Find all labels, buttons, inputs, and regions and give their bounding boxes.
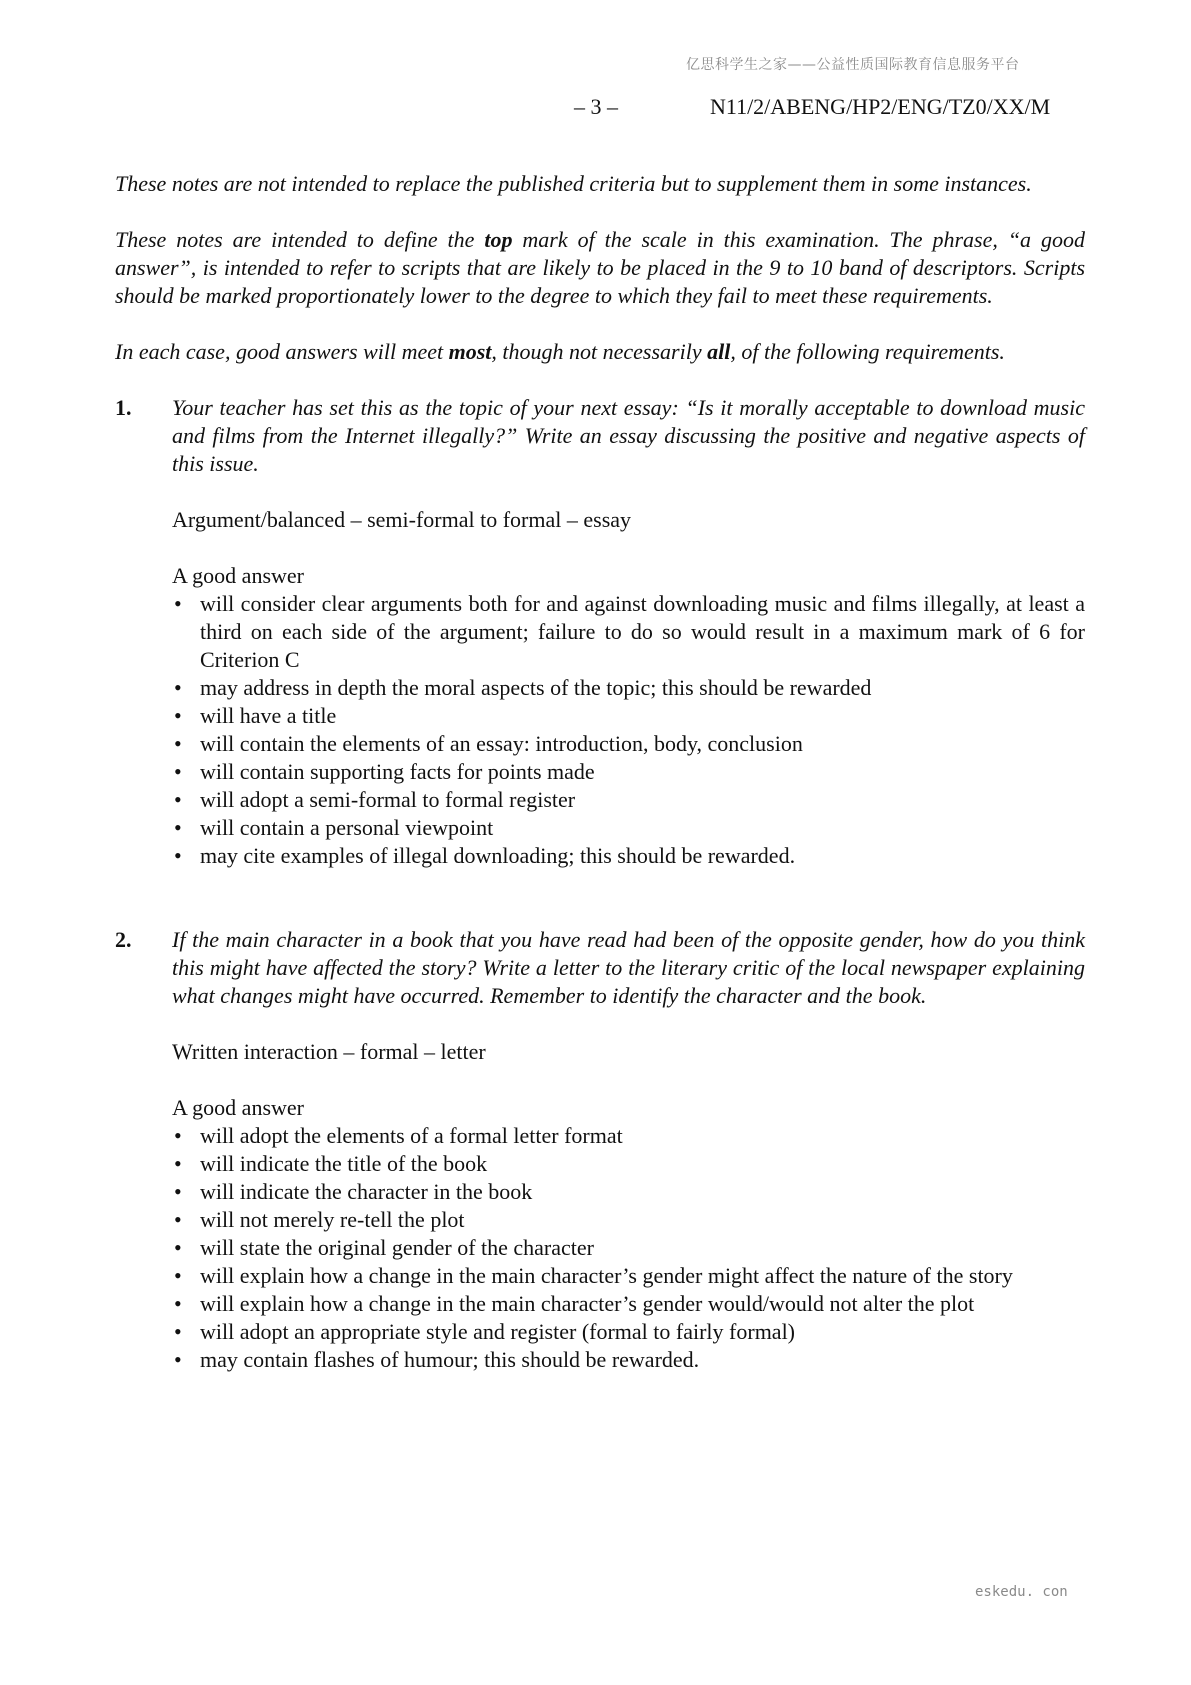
question-2 [115,926,1085,1374]
note-text: , of the following requirements. [730,339,1005,364]
watermark-bottom-text: eskedu. con [975,1584,1068,1600]
watermark-top-text: 亿思科学生之家——公益性质国际教育信息服务平台 [686,57,1020,73]
criterion-item: • will have a title [172,702,1085,730]
page-number: – 3 – [574,94,618,119]
note-emphasis: all [707,339,731,364]
note-top-mark [115,226,1085,310]
note-supplement: These notes are not intended to replace the published criteria but to supplement them in some instances. [115,171,1032,196]
criteria-list [172,590,1085,870]
question-prompt: If the main character in a book that you have read had been of the opposite gender, how do you think this might have affected the story? Write a letter to the literary critic of the local newspaper explaining what changes might have occurred. Remember to identify the character and the book. [172,927,1085,1008]
criterion-item: • will adopt the elements of a formal letter format [172,1122,1085,1150]
question-text-type: Argument/balanced – semi-formal to formal – essay [172,507,632,532]
note-emphasis: top [484,227,513,252]
criterion-item: • will adopt an appropriate style and register (formal to fairly formal) [172,1318,1085,1346]
criterion-item: • may contain flashes of humour; this should be rewarded. [172,1346,1085,1374]
criterion-item: • may cite examples of illegal downloading; this should be rewarded. [172,842,1085,870]
page-content [115,170,1085,1374]
criterion-item: • will consider clear arguments both for and against downloading music and films illegally, at least a third on each side of the argument; failure to do so would result in a maximum mark of 6 for Criterion C [172,590,1085,674]
criterion-item: • will indicate the character in the book [172,1178,1085,1206]
criterion-item: • will adopt a semi-formal to formal register [172,786,1085,814]
question-spacer [115,870,1085,926]
good-answer-lead: A good answer [172,563,304,588]
note-text: , though not necessarily [491,339,708,364]
criterion-item: • will explain how a change in the main character’s gender would/would not alter the plot [172,1290,1085,1318]
criterion-item: • will contain supporting facts for points made [172,758,1085,786]
criterion-item: • will state the original gender of the character [172,1234,1085,1262]
criterion-item: • will contain a personal viewpoint [172,814,1085,842]
document-code: N11/2/ABENG/HP2/ENG/TZ0/XX/M [710,94,1051,119]
question-number: 2. [115,927,132,952]
criterion-item: • will explain how a change in the main character’s gender might affect the nature of the story [172,1262,1085,1290]
question-1 [115,394,1085,870]
criterion-item: • will contain the elements of an essay: introduction, body, conclusion [172,730,1085,758]
criterion-item: • may address in depth the moral aspects of the topic; this should be rewarded [172,674,1085,702]
question-number: 1. [115,395,132,420]
good-answer-lead: A good answer [172,1095,304,1120]
question-text-type: Written interaction – formal – letter [172,1039,486,1064]
note-text: mark of the scale in this examination. The phrase, “a good answer”, is intended to refer to scripts that are likely to be placed in the 9 to 10 band of descriptors. Scripts should be marked proportionately lower to the degree to which they fail to meet these requirements. [115,227,1085,308]
note-text: In each case, good answers will meet [115,339,449,364]
note-text: These notes are intended to define the [115,227,485,252]
criterion-item: • will indicate the title of the book [172,1150,1085,1178]
criterion-item: • will not merely re-tell the plot [172,1206,1085,1234]
note-emphasis: most [448,339,492,364]
note-requirements [115,338,1085,366]
question-prompt: Your teacher has set this as the topic of your next essay: “Is it morally acceptable to download music and films from the Internet illegally?” Write an essay discussing the positive and negative aspects of this issue. [172,395,1085,476]
criteria-list [172,1122,1085,1374]
